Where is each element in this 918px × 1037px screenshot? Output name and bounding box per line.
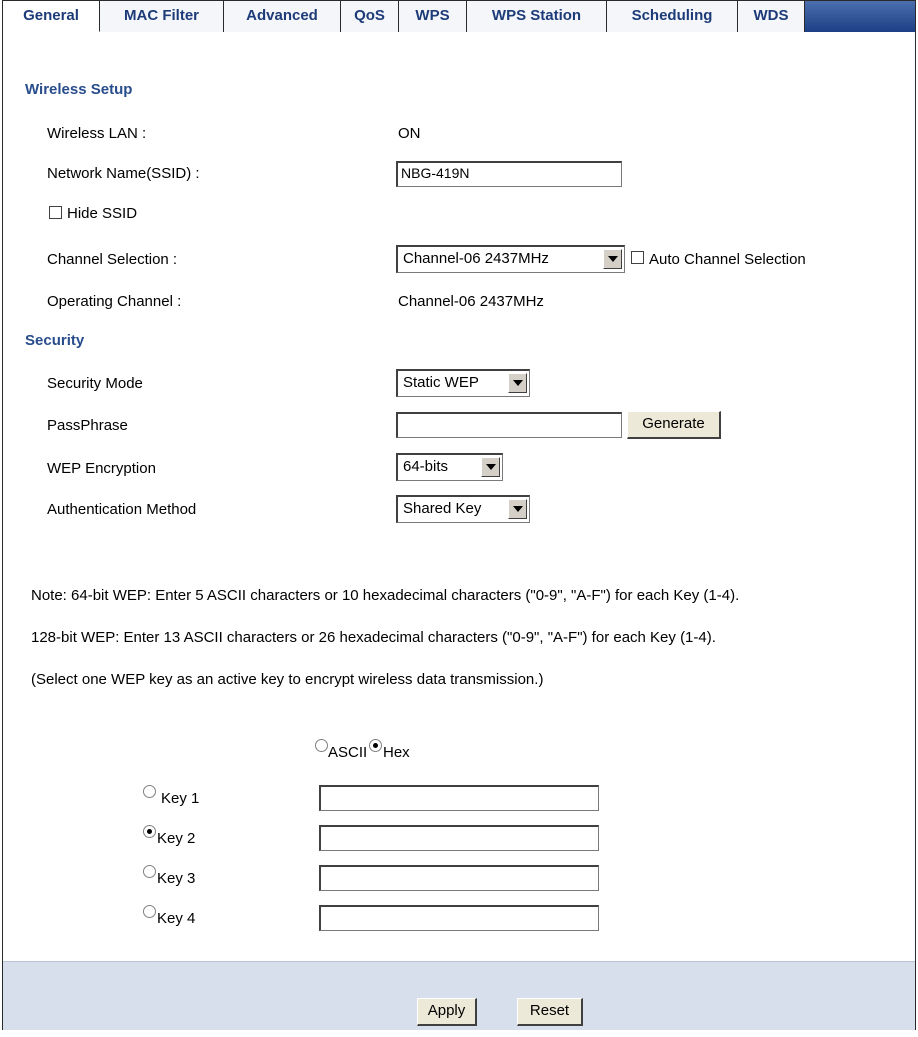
auth-method-value: Shared Key bbox=[403, 500, 482, 517]
auto-channel-label: Auto Channel Selection bbox=[649, 251, 806, 268]
wep-encryption-select[interactable] bbox=[396, 453, 503, 481]
key-4-input[interactable] bbox=[319, 905, 599, 931]
operating-channel-label: Operating Channel : bbox=[47, 293, 182, 310]
passphrase-label: PassPhrase bbox=[47, 417, 128, 434]
ssid-label: Network Name(SSID) : bbox=[47, 165, 200, 182]
auto-channel-checkbox[interactable] bbox=[631, 251, 644, 264]
channel-select[interactable] bbox=[396, 245, 625, 273]
key-2-input[interactable] bbox=[319, 825, 599, 851]
hex-label: Hex bbox=[383, 744, 410, 761]
chevron-down-icon[interactable] bbox=[481, 457, 500, 477]
tab-advanced[interactable]: Advanced bbox=[224, 1, 341, 32]
key-2-radio[interactable] bbox=[143, 825, 156, 838]
wireless-lan-value: ON bbox=[398, 125, 421, 142]
security-mode-value: Static WEP bbox=[403, 374, 479, 391]
key-2-label: Key 2 bbox=[157, 830, 196, 847]
hex-radio[interactable] bbox=[369, 739, 382, 752]
chevron-down-icon[interactable] bbox=[508, 373, 527, 393]
security-mode-label: Security Mode bbox=[47, 375, 143, 392]
tab-wds[interactable]: WDS bbox=[738, 1, 805, 32]
auth-method-select[interactable] bbox=[396, 495, 530, 523]
key-3-input[interactable] bbox=[319, 865, 599, 891]
channel-selection-label: Channel Selection : bbox=[47, 251, 178, 268]
tab-scheduling[interactable]: Scheduling bbox=[607, 1, 738, 32]
security-heading: Security bbox=[25, 332, 85, 349]
ssid-input[interactable]: NBG-419N bbox=[396, 161, 622, 187]
wireless-settings-panel bbox=[2, 0, 916, 1030]
operating-channel-value: Channel-06 2437MHz bbox=[398, 293, 544, 310]
reset-button[interactable]: Reset bbox=[517, 998, 583, 1026]
hide-ssid-label: Hide SSID bbox=[67, 205, 138, 222]
chevron-down-icon[interactable] bbox=[508, 499, 527, 519]
wireless-lan-label: Wireless LAN : bbox=[47, 125, 147, 142]
key-4-label: Key 4 bbox=[157, 910, 196, 927]
chevron-down-icon[interactable] bbox=[603, 249, 622, 269]
ascii-radio[interactable] bbox=[315, 739, 328, 752]
security-mode-select[interactable] bbox=[396, 369, 530, 397]
wep-encryption-value: 64-bits bbox=[403, 458, 449, 475]
auth-method-label: Authentication Method bbox=[47, 501, 197, 518]
generate-button[interactable]: Generate bbox=[627, 411, 721, 439]
channel-select-value: Channel-06 2437MHz bbox=[403, 250, 549, 267]
tab-wps[interactable]: WPS bbox=[399, 1, 467, 32]
apply-button[interactable]: Apply bbox=[417, 998, 477, 1026]
passphrase-input[interactable] bbox=[396, 412, 622, 438]
tab-bar bbox=[3, 1, 915, 32]
key-4-radio[interactable] bbox=[143, 905, 156, 918]
tab-mac-filter[interactable]: MAC Filter bbox=[100, 1, 224, 32]
note-64bit: Note: 64-bit WEP: Enter 5 ASCII characters or 10 hexadecimal characters ("0-9", "A-F") for each Key (1-4). bbox=[31, 587, 740, 604]
button-bar bbox=[3, 961, 915, 1030]
note-128bit: 128-bit WEP: Enter 13 ASCII characters or 26 hexadecimal characters ("0-9", "A-F") for each Key (1-4). bbox=[31, 629, 716, 646]
key-3-label: Key 3 bbox=[157, 870, 196, 887]
hide-ssid-checkbox[interactable] bbox=[49, 206, 62, 219]
key-1-radio[interactable] bbox=[143, 785, 156, 798]
note-select-key: (Select one WEP key as an active key to encrypt wireless data transmission.) bbox=[31, 671, 544, 688]
tab-qos[interactable]: QoS bbox=[341, 1, 399, 32]
key-1-label: Key 1 bbox=[161, 790, 200, 807]
tab-general[interactable]: General bbox=[3, 1, 100, 32]
wep-encryption-label: WEP Encryption bbox=[47, 460, 156, 477]
tab-wps-station[interactable]: WPS Station bbox=[467, 1, 607, 32]
wireless-setup-heading: Wireless Setup bbox=[25, 81, 133, 98]
ascii-label: ASCII bbox=[328, 744, 368, 761]
key-3-radio[interactable] bbox=[143, 865, 156, 878]
key-1-input[interactable] bbox=[319, 785, 599, 811]
